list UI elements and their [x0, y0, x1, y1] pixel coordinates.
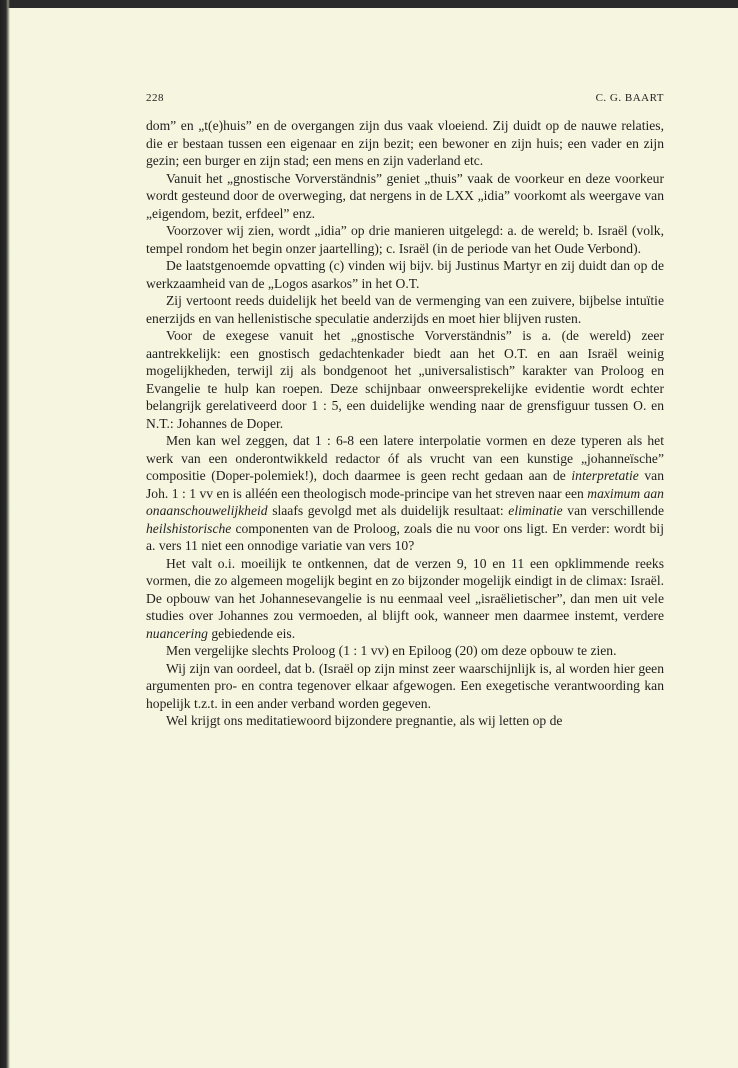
scan-left-edge [0, 0, 10, 1068]
text-segment: Men vergelijke slechts Proloog (1 : 1 vv) en Epiloog (20) om deze opbouw te zien. [166, 643, 617, 658]
text-segment: gebiedende eis. [207, 625, 296, 641]
text-segment: Zij vertoont reeds duidelijk het beeld van de vermenging van een zuivere, bijbelse intuïtie enerzijds en van hellenistische speculatie anderzijds en moet hier blijven rusten. [146, 293, 664, 326]
paragraph [146, 257, 664, 292]
text-segment: Wij zijn van oordeel, dat b. (Israël op zijn minst zeer waarschijnlijk is, al worden hier geen argumenten pro- en contra tegenover elkaar afgewogen. Een exegetische verantwoording kan hopelijk t.z.t. in een ander verband worden gegeven. [146, 660, 664, 711]
paragraph [146, 660, 664, 713]
text-segment: van verschillende [562, 503, 664, 518]
paragraph [146, 327, 664, 432]
italic-text: nuancering [146, 625, 208, 641]
paragraph [146, 117, 664, 170]
scan-top-edge [0, 0, 738, 8]
text-segment: dom” en „t(e)huis” en de overgangen zijn dus vaak vloeiend. Zij duidt op de nauwe relaties, die er bestaan tussen een eigenaar en zijn bezit; een bewoner en zijn huis; een vader en zijn gezin; een burger en zijn stad; een mens en zijn vaderland etc. [146, 118, 664, 168]
paragraph [146, 432, 664, 555]
running-head [146, 92, 664, 104]
italic-text: heilshistorische [146, 520, 232, 536]
text-segment: Het valt o.i. moeilijk te ontkennen, dat de verzen 9, 10 en 11 een opklimmende reeks vormen, die zo algemeen mogelijk begint en zo bijzonder mogelijk eindigt in de climax: Israël. De opbouw van het Johannesevangelie is nu eenmaal veel „israëlietischer”, dan men uit vele studies over Johannes zou vermoeden, al blijft ook, wanneer men daarmee instemt, verdere [146, 555, 664, 623]
book-page [146, 92, 664, 730]
page-number: 228 [146, 92, 164, 104]
paragraph [146, 712, 664, 730]
text-segment: Voor de exegese vanuit het „gnostische Vorverständnis” is a. (de wereld) zeer aantrekkelijk: een gnostisch gedachtenkader biedt aan het O.T. en aan Israël weinig mogelijkheden, terwijl zij als bondgenoot het „universalistisch” karakter van Proloog en Evangelie te hulp kan roepen. Deze schijnbaar onweersprekelijke evidentie wordt echter belangrijk gerelativeerd door 1 : 5, een duidelijke wending naar de grensfiguur tussen O. en N.T.: Johannes de Doper. [146, 328, 664, 431]
text-segment: De laatstgenoemde opvatting (c) vinden wij bijv. bij Justinus Martyr en zij duidt dan op de werkzaamheid van de „Logos asarkos” in het O.T. [146, 258, 664, 291]
text-segment: van Joh. 1 : 1 vv en is alléén een theologisch mode-principe van het streven naar een [146, 468, 664, 501]
author-name: C. G. BAART [595, 92, 664, 104]
italic-text: interpretatie [571, 468, 639, 483]
text-segment: Wel krijgt ons meditatiewoord bijzondere pregnantie, als wij letten op de [166, 713, 563, 728]
paragraph [146, 292, 664, 327]
body-text [146, 117, 664, 730]
text-segment: Voorzover wij zien, wordt „idia” op drie manieren uitgelegd: a. de wereld; b. Israël (volk, tempel rondom het begin onzer jaartelling); c. Israël (in de periode van het Oude Verbond). [146, 223, 664, 256]
paragraph [146, 555, 664, 643]
paragraph [146, 170, 664, 223]
italic-text: maximum aan onaanschouwelijkheid [146, 485, 664, 518]
paragraph [146, 222, 664, 257]
paragraph [146, 642, 664, 660]
italic-text: eliminatie [508, 503, 563, 518]
text-segment: slaafs gevolgd met als duidelijk resultaat: [267, 503, 509, 518]
text-segment: componenten van de Proloog, zoals die nu voor ons ligt. En verder: wordt bij a. vers 11 niet een onnodige variatie van vers 10? [146, 520, 664, 553]
text-segment: Men kan wel zeggen, dat 1 : 6-8 een latere interpolatie vormen en deze typeren als het werk van een onderontwikkeld redactor óf als vrucht van een kunstige „johanneïsche” compositie (Doper-polemiek!), doch daarmee is geen recht gedaan aan de [146, 433, 664, 483]
text-segment: Vanuit het „gnostische Vorverständnis” geniet „thuis” vaak de voorkeur en deze voorkeur wordt gesteund door de overweging, dat nergens in de LXX „idia” voorkomt als weergave van „eigendom, bezit, erfdeel” enz. [146, 170, 664, 221]
